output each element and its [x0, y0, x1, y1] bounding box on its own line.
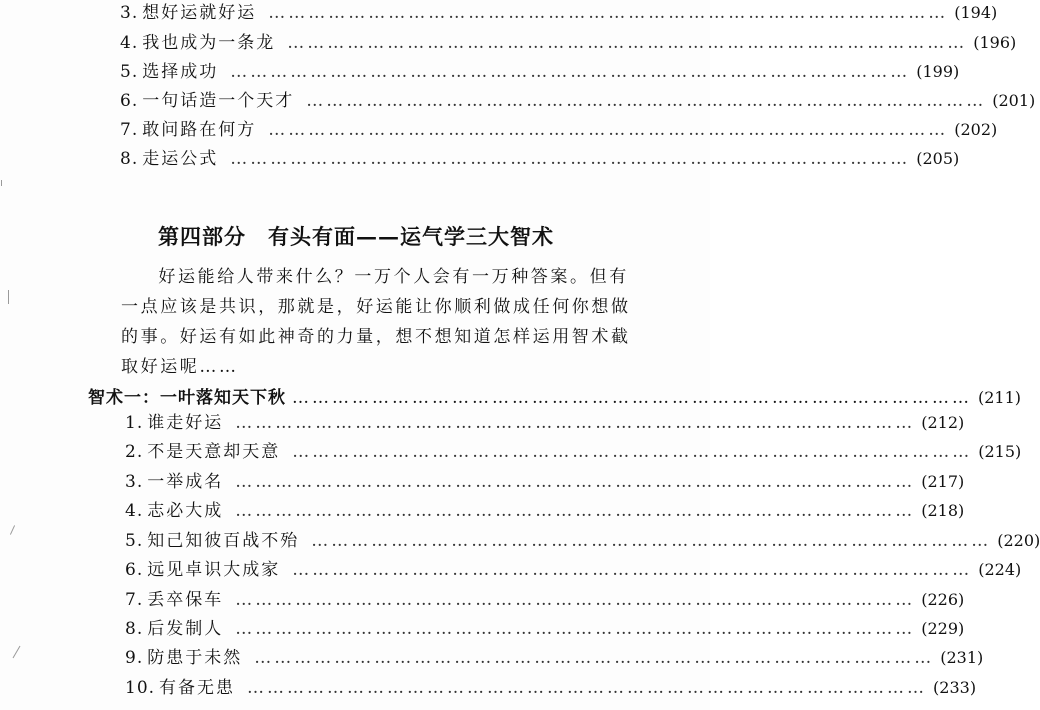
entry-page-number: (215)	[978, 442, 1022, 461]
entry-number: 8.	[125, 619, 144, 639]
entry-title: 丢卒保车	[147, 590, 224, 610]
entry-number: 3.	[125, 472, 144, 492]
entry-number: 7.	[125, 590, 144, 610]
leader-dots: …………………………………………………………………………………………	[230, 149, 911, 169]
scan-mark	[10, 525, 15, 534]
entry-page-number: (229)	[921, 619, 965, 638]
part-intro	[121, 262, 633, 382]
leader-dots: …………………………………………………………………………………………	[235, 619, 916, 639]
entry-number: 7.	[120, 120, 139, 140]
leader-dots: …………………………………………………………………………………………	[268, 3, 949, 23]
leader-dots: …………………………………………………………………………………………	[292, 442, 973, 462]
leader-dots: …………………………………………………………………………………………	[292, 388, 972, 408]
toc-entry[interactable]	[125, 500, 965, 522]
leader-dots: …………………………………………………………………………………………	[235, 590, 916, 610]
entry-page-number: (196)	[973, 33, 1017, 52]
entry-title: 有备无患	[159, 678, 236, 698]
intro-paragraph: 好运能给人带来什么？一万个人会有一万种答案。但有一点应该是共识，那就是，好运能让你顺利做成任何你想做的事。好运有如此神奇的力量，想不想知道怎样运用智术截取好运呢……	[121, 267, 631, 377]
entry-page-number: (220)	[997, 531, 1040, 550]
scan-mark	[1, 180, 2, 186]
leader-dots: …………………………………………………………………………………………	[287, 33, 968, 53]
entry-title: 防患于未然	[147, 648, 243, 668]
toc-entry[interactable]	[125, 471, 965, 493]
entry-page-number: (194)	[954, 3, 998, 22]
entry-page-number: (217)	[921, 472, 965, 491]
leader-dots: …………………………………………………………………………………………	[230, 62, 911, 82]
entry-page-number: (233)	[933, 678, 977, 697]
chapter-title: 智术一：一叶落知天下秋	[88, 388, 286, 408]
leader-dots: …………………………………………………………………………………………	[235, 413, 916, 433]
entry-page-number: (205)	[916, 149, 960, 168]
entry-title: 我也成为一条龙	[142, 33, 276, 53]
entry-title: 一句话造一个天才	[142, 91, 295, 111]
entry-number: 9.	[125, 648, 144, 668]
entry-number: 6.	[125, 560, 144, 580]
entry-title: 走运公式	[142, 149, 219, 169]
entry-title: 远见卓识大成家	[147, 560, 281, 580]
toc-entry[interactable]	[120, 119, 998, 141]
toc-entry[interactable]	[125, 412, 965, 434]
toc-entry[interactable]	[125, 559, 1022, 581]
scan-mark	[8, 290, 9, 304]
entry-number: 1.	[125, 413, 144, 433]
entry-page-number: (231)	[940, 648, 984, 667]
leader-dots: …………………………………………………………………………………………	[306, 91, 987, 111]
entry-number: 5.	[120, 62, 139, 82]
entry-title: 后发制人	[147, 619, 224, 639]
entry-page-number: (201)	[992, 91, 1036, 110]
entry-title: 知己知彼百战不殆	[147, 531, 300, 551]
entry-title: 敢问路在何方	[142, 120, 257, 140]
entry-number: 6.	[120, 91, 139, 111]
toc-entry[interactable]	[125, 589, 965, 611]
entry-number: 5.	[125, 531, 144, 551]
entry-page-number: (218)	[921, 501, 965, 520]
entry-page-number: (226)	[921, 590, 965, 609]
entry-number: 3.	[120, 3, 139, 23]
entry-number: 10.	[125, 678, 156, 698]
toc-entry[interactable]	[125, 677, 977, 699]
toc-entry[interactable]	[125, 441, 1022, 463]
chapter-heading[interactable]	[88, 383, 1022, 408]
leader-dots: …………………………………………………………………………………………	[235, 501, 916, 521]
leader-dots: …………………………………………………………………………………………	[311, 531, 992, 551]
toc-entry[interactable]	[120, 90, 1036, 112]
entry-title: 想好运就好运	[142, 3, 257, 23]
toc-entry[interactable]	[125, 530, 1040, 552]
toc-entry[interactable]	[120, 61, 960, 83]
leader-dots: …………………………………………………………………………………………	[292, 560, 973, 580]
scan-mark	[13, 646, 21, 659]
leader-dots: …………………………………………………………………………………………	[235, 472, 916, 492]
entry-title: 一举成名	[147, 472, 224, 492]
chapter-page-number: (211)	[978, 388, 1022, 407]
toc-entry[interactable]	[120, 32, 1017, 54]
toc-entry[interactable]	[120, 148, 960, 170]
toc-entry[interactable]	[125, 647, 984, 669]
entry-number: 4.	[125, 501, 144, 521]
leader-dots: …………………………………………………………………………………………	[254, 648, 935, 668]
entry-page-number: (212)	[921, 413, 965, 432]
leader-dots: …………………………………………………………………………………………	[268, 120, 949, 140]
entry-number: 8.	[120, 149, 139, 169]
entry-page-number: (199)	[916, 62, 960, 81]
part-heading: 第四部分 有头有面——运气学三大智术	[158, 224, 554, 249]
entry-title: 不是天意却天意	[147, 442, 281, 462]
toc-entry[interactable]	[120, 2, 998, 24]
entry-title: 志必大成	[147, 501, 224, 521]
entry-number: 2.	[125, 442, 144, 462]
entry-title: 选择成功	[142, 62, 219, 82]
toc-entry[interactable]	[125, 618, 965, 640]
entry-title: 谁走好运	[147, 413, 224, 433]
entry-number: 4.	[120, 33, 139, 53]
entry-page-number: (224)	[978, 560, 1022, 579]
entry-page-number: (202)	[954, 120, 998, 139]
leader-dots: …………………………………………………………………………………………	[247, 678, 928, 698]
